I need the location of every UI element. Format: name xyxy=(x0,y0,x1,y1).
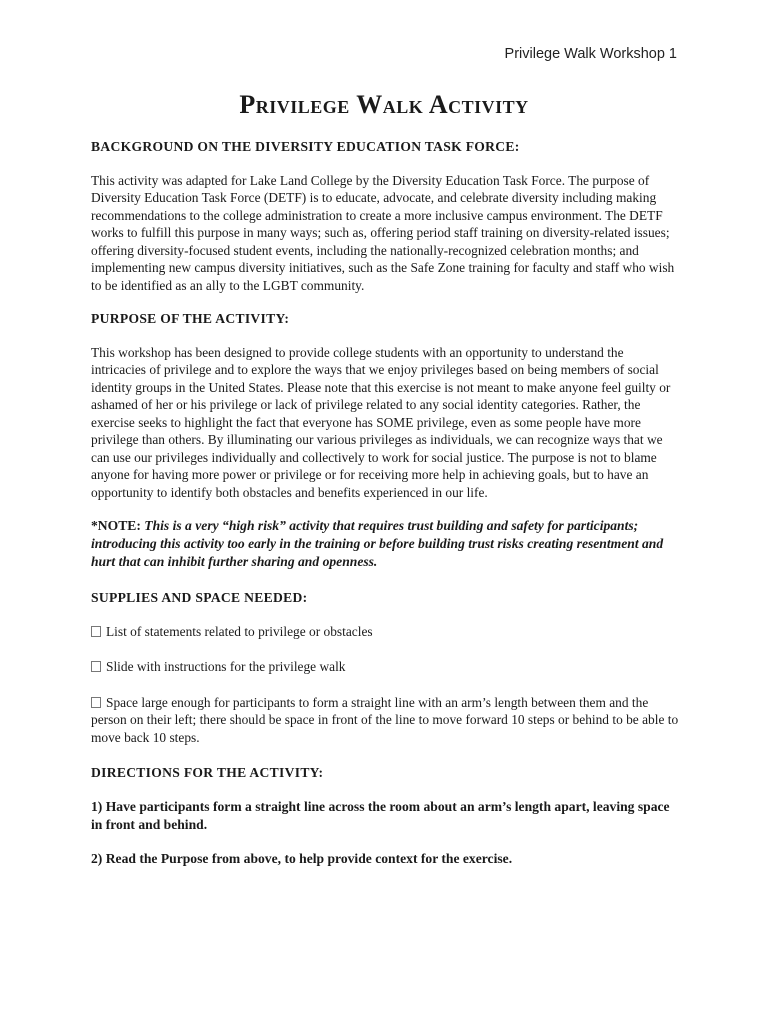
purpose-heading: PURPOSE OF THE ACTIVITY: xyxy=(91,311,290,326)
supplies-heading: SUPPLIES AND SPACE NEEDED: xyxy=(91,590,308,605)
note-label: *NOTE: xyxy=(91,518,141,533)
supply-item xyxy=(91,623,679,641)
background-paragraph: This activity was adapted for Lake Land College by the Diversity Education Task Force. The purpose of Diversity Education Task Force (DETF) is to educate, advocate, and celebrate diversity including making recommendations to the college administration to create a more inclusive campus environment. The DETF works to fulfill this purpose in many ways; such as, offering period staff training on diversity-related issues; offering diversity-focused student events, including the nationally-recognized celebration months; and implementing new campus diversity initiatives, such as the Safe Zone training for faculty and staff who wish to be identified as an ally to the LGBT community. xyxy=(91,172,675,293)
note-block xyxy=(91,517,679,571)
document-body xyxy=(91,138,679,884)
checkbox-bullet-icon xyxy=(91,697,101,708)
direction-step: 2) Read the Purpose from above, to help provide context for the exercise. xyxy=(91,850,513,866)
supply-item-text: Slide with instructions for the privilege walk xyxy=(106,659,346,674)
directions-heading: DIRECTIONS FOR THE ACTIVITY: xyxy=(91,765,324,780)
checkbox-bullet-icon xyxy=(91,661,101,672)
purpose-paragraph: This workshop has been designed to provide college students with an opportunity to understand the intricacies of privilege and to explore the ways that we enjoy privileges based on being members of social identity groups in the United States. Please note that this exercise is not meant to make anyone feel guilty or ashamed of her or his privilege or lack of privilege related to any social identity categories. Rather, the exercise seeks to highlight the fact that everyone has SOME privilege, even as some people have more privilege than others. By illuminating our various privileges as individuals, we can recognize ways that we can use our privileges individually and collectively to work for social justice. The purpose is not to blame anyone for having more power or privilege or for receiving more help in achieving goals, but to have an opportunity to identify both obstacles and benefits experienced in our life. xyxy=(91,344,671,500)
supply-item-text: Space large enough for participants to form a straight line with an arm’s length between them and the person on their left; there should be space in front of the line to move forward 10 steps or behind to be able to move back 10 steps. xyxy=(91,694,679,745)
direction-step: 1) Have participants form a straight line across the room about an arm’s length apart, leaving space in front and behind. xyxy=(91,798,670,832)
supply-item xyxy=(91,694,679,747)
background-heading: BACKGROUND ON THE DIVERSITY EDUCATION TASK FORCE: xyxy=(91,139,520,154)
supply-item xyxy=(91,658,679,676)
supply-item-text: List of statements related to privilege or obstacles xyxy=(106,623,373,639)
running-header: Privilege Walk Workshop 1 xyxy=(504,46,677,62)
page-title: Privilege Walk Activity xyxy=(239,90,529,119)
note-text: This is a very “high risk” activity that requires trust building and safety for participants; introducing this activity too early in the training or before building trust risks creating resentment and hurt that can inhibit further sharing and openness. xyxy=(91,518,664,569)
checkbox-bullet-icon xyxy=(91,626,101,637)
